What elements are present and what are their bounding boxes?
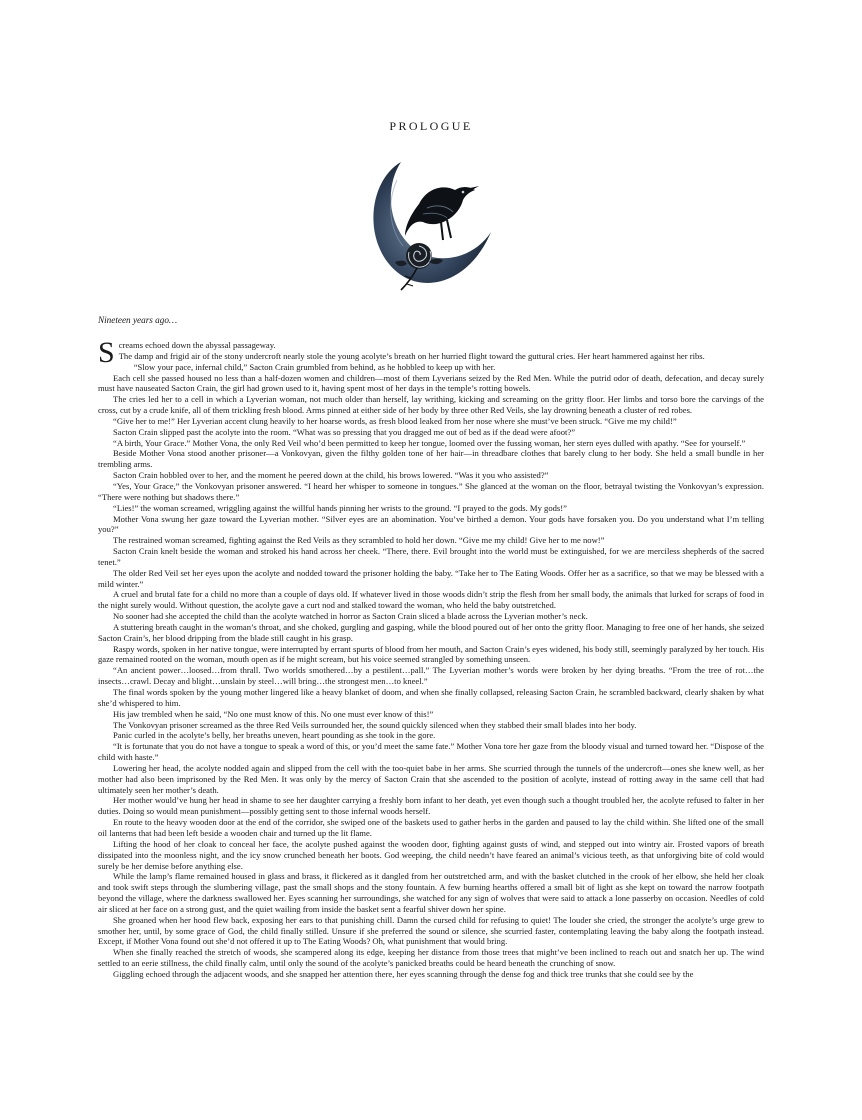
paragraph: “An ancient power…loosed…from thrall. Two worlds smothered…by a pestilent…pall.” The Lyverian mother’s words were broken by her dying breaths. “From the tree of rot…the insects…crawl. Decay and blight…unslain by steel…will bring…the strongest men…to kneel.” [98, 665, 764, 687]
paragraph: While the lamp’s flame remained housed in glass and brass, it flickered as it dangled from her outstretched arm, and with the basket clutched in the crook of her elbow, she held her cloak and took swift steps through the slumbering village, past the small shops and the stony fountain. A few burning hearths offered a small bit of light as she kept on toward the narrow footpath beyond the village, where the darkness swallowed her. Eyes scanning her surroundings, she watched for any sign of wolves that were said to attack a lone passerby on occasion. Needles of cold air sliced at her face on a strong gust, and the quiet wailing from inside the basket sent a fearful shiver down her spine. [98, 871, 764, 914]
paragraph: The restrained woman screamed, fighting against the Red Veils as they scrambled to hold her down. “Give me my child! Give her to me now!” [113, 535, 605, 546]
paragraph: The Vonkovyan prisoner screamed as the three Red Veils surrounded her, the sound quickly silenced when they stabbed their small blades into her body. [113, 719, 637, 730]
paragraph: “Give her to me!” Her Lyverian accent clung heavily to her hoarse words, as fresh blood leaked from her nose where she must’ve been struck. “Give me my child!” [113, 415, 677, 426]
paragraph: Raspy words, spoken in her native tongue, were interrupted by errant spurts of blood from her mouth, and Sacton Crain’s eyes widened, his body still, seemingly paralyzed by her touch. His gaze remained rooted on the woman, mouth open as if he might scream, but his voice seemed strangled by something unseen. [98, 643, 764, 665]
paragraph: “Lies!” the woman screamed, wriggling against the willful hands pinning her wrists to the ground. “I prayed to the gods. My gods!” [113, 502, 567, 513]
paragraph: Her mother would’ve hung her head in shame to see her daughter carrying a freshly born infant to her death, yet even though such a thought troubled her, the acolyte refused to falter in her duties. Doing so would mean punishment—possibly getting sent to those infernal woods herself. [98, 795, 764, 817]
paragraph: Lowering her head, the acolyte nodded again and slipped from the cell with the too-quiet babe in her arms. She scurried through the tunnels of the undercroft—ones she knew well, as her mother had also been imprisoned by the Red Men. It was only by the mercy of Sacton Crain that she ascended to the position of acolyte, instead of rotting away in the same cell that had ultimately seen her mother’s death. [98, 762, 764, 795]
paragraph: Giggling echoed through the adjacent woods, and she snapped her attention there, her eyes scanning through the dense fog and thick tree trunks that she could see by the [113, 968, 694, 979]
paragraph: His jaw trembled when he said, “No one must know of this. No one must ever know of this!” [113, 708, 434, 719]
paragraph: “Yes, Your Grace,” the Vonkovyan prisoner answered. “I heard her whisper to someone in tongues.” She glanced at the woman on the floor, betrayal twisting the Vonkovyan’s expression. “There were nothing but shadows there.” [98, 480, 764, 502]
paragraph: Beside Mother Vona stood another prisoner—a Vonkovyan, given the filthy golden tone of her hair—in threadbare clothes that barely clung to her body. She held a small bundle in her trembling arms. [98, 448, 764, 470]
paragraph: She groaned when her hood flew back, exposing her ears to that punishing chill. Damn the cursed child for refusing to quiet! The louder she cried, the stronger the acolyte’s urge grew to smother her, until, by some grace of God, the child finally stilled. Unsure if she preferred the sound or silence, she scurried faster, contemplating leaving the baby along the footpath instead. Except, if Mother Vona found out she’d not offered it up to The Eating Woods? Oh, what punishment that would bring. [98, 914, 764, 947]
paragraph: The older Red Veil set her eyes upon the acolyte and nodded toward the prisoner holding the baby. “Take her to The Eating Woods. Offer her as a sacrifice, so that we may be blessed with a mild winter.” [98, 567, 764, 589]
chapter-body [98, 336, 764, 980]
paragraph: A stuttering breath caught in the woman’s throat, and she choked, gurgling and gasping, while the blood poured out of her onto the gritty floor. Managing to free one of her hands, she seized Sacton Crain’s, her blood dripping from the blade still caught in his grasp. [98, 621, 764, 643]
paragraph: En route to the heavy wooden door at the end of the corridor, she swiped one of the baskets used to gather herbs in the garden and paused to lay the child within. She lifted one of the small oil lanterns that had been left beside a wooden chair and turned up the lit flame. [98, 817, 764, 838]
paragraph: Panic curled in the acolyte’s belly, her breaths uneven, heart pounding as she took in the gore. [113, 730, 436, 741]
chapter-title: PROLOGUE [389, 119, 473, 133]
paragraph: Lifting the hood of her cloak to conceal her face, the acolyte pushed against the wooden door, fighting against gusts of wind, and stepped out into wintry air. Frosted vapors of breath dissipated into the moonless night, and the icy snow crunched beneath her boots. God weeping, the child needn’t have feared an animal’s vicious teeth, as that unforgiving bite of cold would surely be her demise before anything else. [98, 838, 764, 871]
paragraph: No sooner had she accepted the child than the acolyte watched in horror as Sacton Crain sliced a blade across the Lyverian mother’s neck. [113, 611, 588, 622]
paragraph: The final words spoken by the young mother lingered like a heavy blanket of doom, and when she finally collapsed, releasing Sacton Crain, he scrambled backward, clearly shaken by what she’d whispered to him. [98, 687, 764, 708]
paragraph: Sacton Crain knelt beside the woman and stroked his hand across her cheek. “There, there. Evil brought into the world must be extinguished, for we are merciless shepherds of the sacred tenet.” [98, 546, 764, 567]
drop-cap: S [98, 336, 115, 369]
paragraph: The cries led her to a cell in which a Lyverian woman, not much older than herself, lay writhing, kicking and screaming on the gritty floor. Her limbs and torso bore the carvings of the cross, cut by a crude knife, all of them trickling fresh blood. Arms pinned at either side of her body by three other Red Veils, she lay drowning beneath a cluster of red robes. [98, 394, 764, 416]
paragraph: Each cell she passed housed no less than a half-dozen women and children—most of them Lyverians seized by the Red Men. While the putrid odor of death, defecation, and decay surely must have nauseated Sacton Crain, the girl had grown used to it, having spent most of her days in the temple’s rotting bowels. [98, 372, 764, 394]
paragraph: “A birth, Your Grace.” Mother Vona, the only Red Veil who’d been permitted to keep her tongue, loomed over the fussing woman, her stern eyes dulled with apathy. “See for yourself.” [113, 437, 746, 448]
paragraph: Sacton Crain hobbled over to her, and the moment he peered down at the child, his brows lowered. “Was it you who assisted?” [113, 470, 549, 481]
paragraph: The damp and frigid air of the stony undercroft nearly stole the young acolyte’s breath on her hurried flight toward the guttural cries. Her heart hammered against her ribs. [118, 350, 705, 361]
epigraph: Nineteen years ago… [98, 315, 178, 325]
paragraph: “It is fortunate that you do not have a tongue to speak a word of this, or you’d meet the same fate.” Mother Vona tore her gaze from the bloody visual and turned toward her. “Dispose of the child with haste.” [98, 741, 764, 763]
paragraph: Sacton Crain slipped past the acolyte into the room. “What was so pressing that you dragged me out of bed as if the dead were afoot?” [113, 426, 576, 437]
first-line: creams echoed down the abyssal passageway. [118, 340, 276, 350]
crow-on-crescent-moon-with-rose-icon [357, 156, 497, 296]
paragraph: Mother Vona swung her gaze toward the Lyverian mother. “Silver eyes are an abomination. You’ve birthed a demon. Your gods have forsaken you. Do you understand what I’m telling you?” [98, 513, 764, 535]
paragraph: When she finally reached the stretch of woods, she scampered along its edge, keeping her distance from those trees that might’ve been inclined to reach out and snatch her up. The wind settled to an eerie stillness, the child finally calm, until only the sound of the acolyte’s panicked breaths could be heard beneath the crunching of snow. [98, 947, 764, 969]
paragraph: A cruel and brutal fate for a child no more than a couple of days old. If whatever lived in those woods didn’t strip the flesh from her small body, the animals that lurked for scraps of food in the night surely would. Without question, the acolyte gave a curt nod and stalked toward the woman, who held the baby outstretched. [98, 589, 764, 611]
paragraph: “Slow your pace, infernal child,” Sacton Crain grumbled from behind, as he hobbled to keep up with her. [133, 361, 496, 372]
